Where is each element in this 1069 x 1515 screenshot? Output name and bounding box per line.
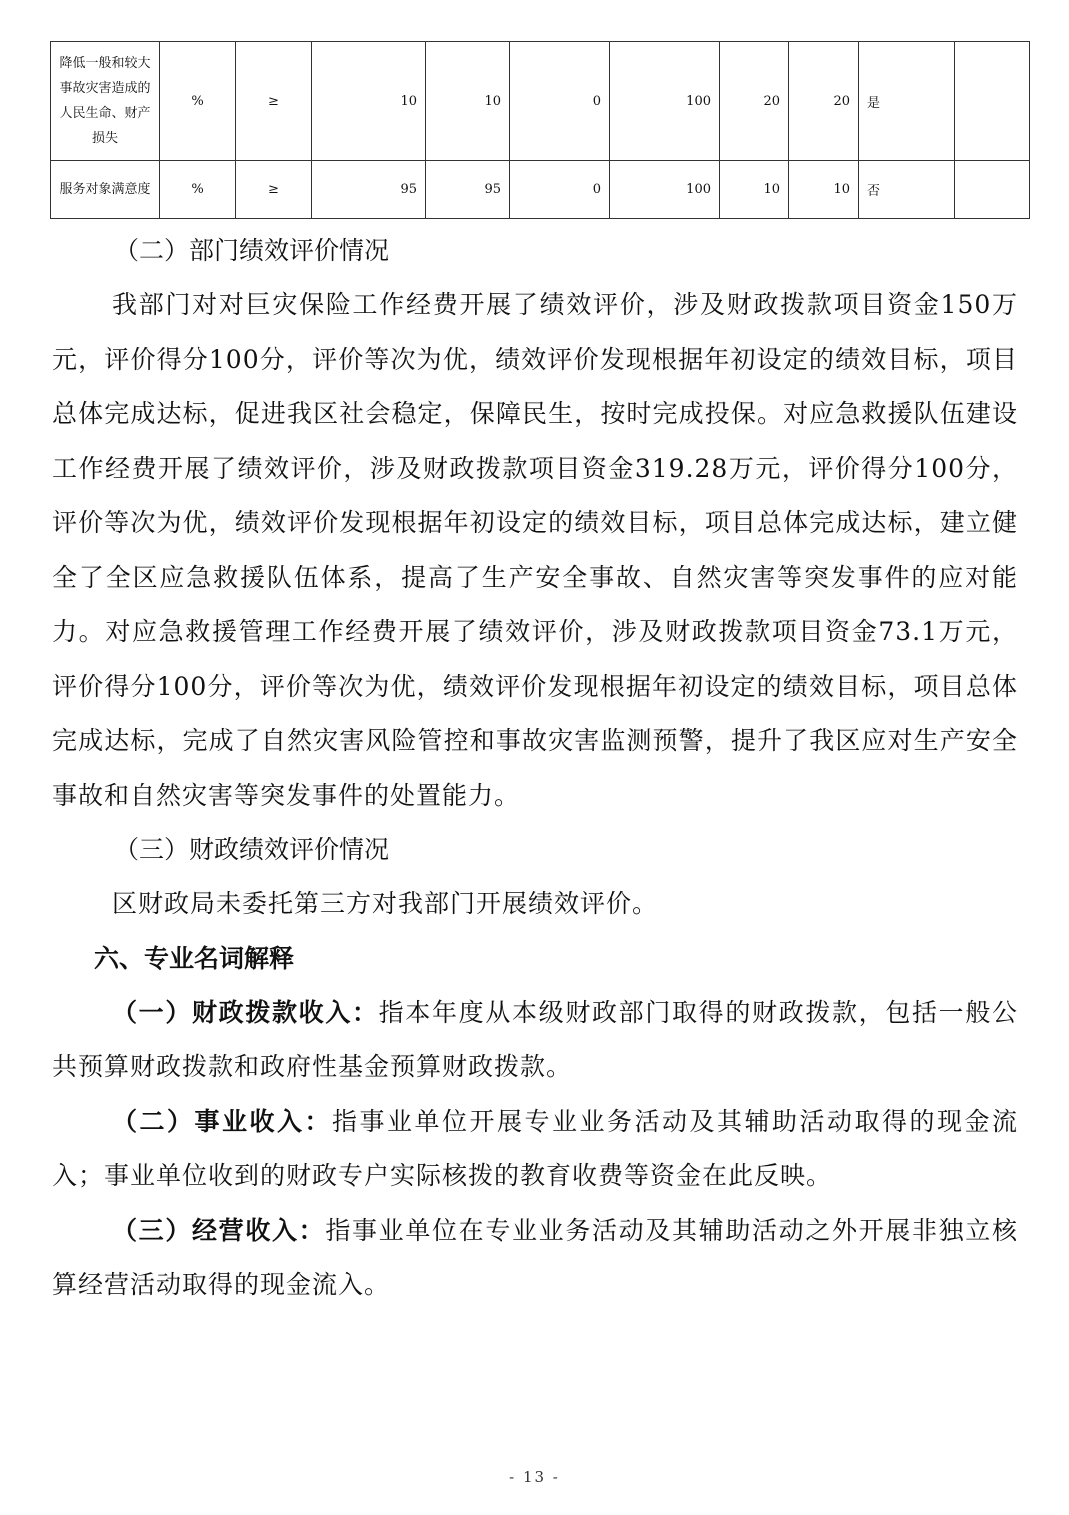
indicator-operator: ≥: [236, 42, 312, 161]
indicator-actual: 10: [426, 42, 510, 161]
table-row: [51, 42, 1030, 161]
page-number: - 13 -: [509, 1468, 560, 1486]
definition-text: 指事业单位在专业业务活动及其辅助活动之外开展非独立核算经营活动取得的现金流入。: [52, 1215, 1018, 1299]
indicator-deviation: 0: [510, 42, 610, 161]
section-paragraph: 我部门对对巨灾保险工作经费开展了绩效评价，涉及财政拨款项目资金150万元，评价得分100分，评价等次为优，绩效评价发现根据年初设定的绩效目标，项目总体完成达标，促进我区社会稳定，保障民生，按时完成投保。对应急救援队伍建设工作经费开展了绩效评价，涉及财政拨款项目资金319.28万元，评价得分100分，评价等次为优，绩效评价发现根据年初设定的绩效目标，项目总体完成达标，建立健全了全区应急救援队伍体系，提高了生产安全事故、自然灾害等突发事件的应对能力。对应急救援管理工作经费开展了绩效评价，涉及财政拨款项目资金73.1万元，评价得分100分，评价等次为优，绩效评价发现根据年初设定的绩效目标，项目总体完成达标，完成了自然灾害风险管控和事故灾害监测预警，提升了我区应对生产安全事故和自然灾害等突发事件的处置能力。: [52, 290, 1018, 810]
indicator-target: 10: [312, 42, 426, 161]
indicator-weight: 10: [720, 161, 789, 219]
indicator-rate: 100: [610, 42, 720, 161]
section-heading: （二）部门绩效评价情况: [114, 236, 390, 265]
indicator-note: [955, 42, 1030, 161]
indicator-flag: 否: [859, 161, 955, 219]
section-paragraph: 区财政局未委托第三方对我部门开展绩效评价。: [112, 889, 659, 918]
indicator-deviation: 0: [510, 161, 610, 219]
table-row: [51, 161, 1030, 219]
definition-paragraph: [52, 1095, 1018, 1204]
indicator-name: 降低一般和较大事故灾害造成的人民生命、财产损失: [51, 42, 160, 161]
indicator-name: 服务对象满意度: [51, 161, 160, 219]
document-body: [52, 224, 1018, 1313]
indicator-operator: ≥: [236, 161, 312, 219]
indicator-score: 10: [789, 161, 859, 219]
definition-text: 指事业单位开展专业业务活动及其辅助活动取得的现金流入；事业单位收到的财政专户实际核拨的教育收费等资金在此反映。: [52, 1106, 1018, 1190]
indicator-unit: %: [160, 42, 236, 161]
definition-term: （三）经营收入：: [112, 1215, 326, 1245]
definition-paragraph: [52, 986, 1018, 1095]
indicator-note: [955, 161, 1030, 219]
definition-term: （一）财政拨款收入：: [112, 997, 379, 1027]
chapter-heading: 六、专业名词解释: [94, 943, 295, 973]
performance-indicator-table: [50, 41, 1030, 219]
definition-paragraph: [52, 1204, 1018, 1313]
indicator-weight: 20: [720, 42, 789, 161]
indicator-flag: 是: [859, 42, 955, 161]
indicator-score: 20: [789, 42, 859, 161]
section-heading: （三）财政绩效评价情况: [114, 835, 390, 864]
indicator-rate: 100: [610, 161, 720, 219]
indicator-target: 95: [312, 161, 426, 219]
definition-term: （二）事业收入：: [112, 1106, 332, 1136]
definition-text: 指本年度从本级财政部门取得的财政拨款，包括一般公共预算财政拨款和政府性基金预算财政拨款。: [52, 997, 1018, 1081]
indicator-unit: %: [160, 161, 236, 219]
indicator-actual: 95: [426, 161, 510, 219]
